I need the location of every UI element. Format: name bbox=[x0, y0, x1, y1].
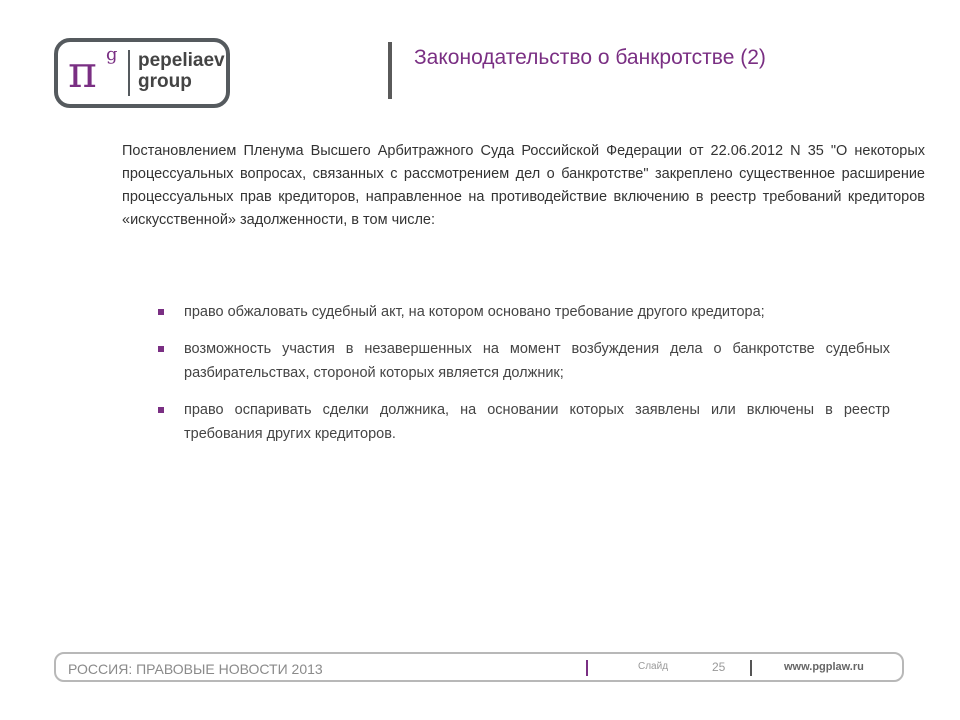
bullet-text: возможность участия в незавершенных на момент возбуждения дела о банкротстве судебных разбирательствах, стороной которых является должник; bbox=[184, 341, 890, 381]
logo-divider bbox=[128, 50, 130, 96]
title-divider bbox=[388, 42, 392, 99]
bullet-item bbox=[158, 300, 890, 324]
slide-label: Слайд bbox=[638, 661, 669, 672]
slide-number: 25 bbox=[712, 660, 726, 674]
bullet-text: право обжаловать судебный акт, на котором основано требование другого кредитора; bbox=[184, 304, 765, 320]
footer-website-link[interactable]: www.pgplaw.ru bbox=[784, 661, 864, 673]
logo-pi-symbol: π bbox=[68, 47, 97, 98]
bullet-square-icon bbox=[158, 407, 164, 413]
bullet-list bbox=[158, 300, 890, 459]
bullet-square-icon bbox=[158, 309, 164, 315]
company-logo bbox=[54, 38, 230, 108]
bullet-item bbox=[158, 337, 890, 385]
logo-line-2: group bbox=[138, 71, 192, 92]
footer-section-title: РОССИЯ: ПРАВОВЫЕ НОВОСТИ 2013 bbox=[68, 661, 323, 677]
logo-line-1: pepeliaev bbox=[138, 50, 225, 71]
slide-title: Законодательство о банкротстве (2) bbox=[414, 46, 766, 69]
bullet-square-icon bbox=[158, 346, 164, 352]
intro-paragraph: Постановлением Пленума Высшего Арбитражного Суда Российской Федерации от 22.06.2012 N 35 "О некоторых процессуальных вопросах, связанных с рассмотрением дел о банкротстве" закреплено существенное расширение процессуальных прав кредиторов, направленное на противодействие включению в реестр требований кредиторов «искусственной» задолженности, в том числе: bbox=[122, 143, 925, 228]
slide-footer bbox=[54, 652, 904, 682]
logo-superscript: g bbox=[106, 44, 118, 65]
bullet-item bbox=[158, 398, 890, 446]
footer-divider bbox=[750, 660, 752, 676]
bullet-text: право оспаривать сделки должника, на основании которых заявлены или включены в реестр требования других кредиторов. bbox=[184, 402, 890, 442]
footer-divider bbox=[586, 660, 588, 676]
logo-wordmark bbox=[138, 50, 225, 92]
